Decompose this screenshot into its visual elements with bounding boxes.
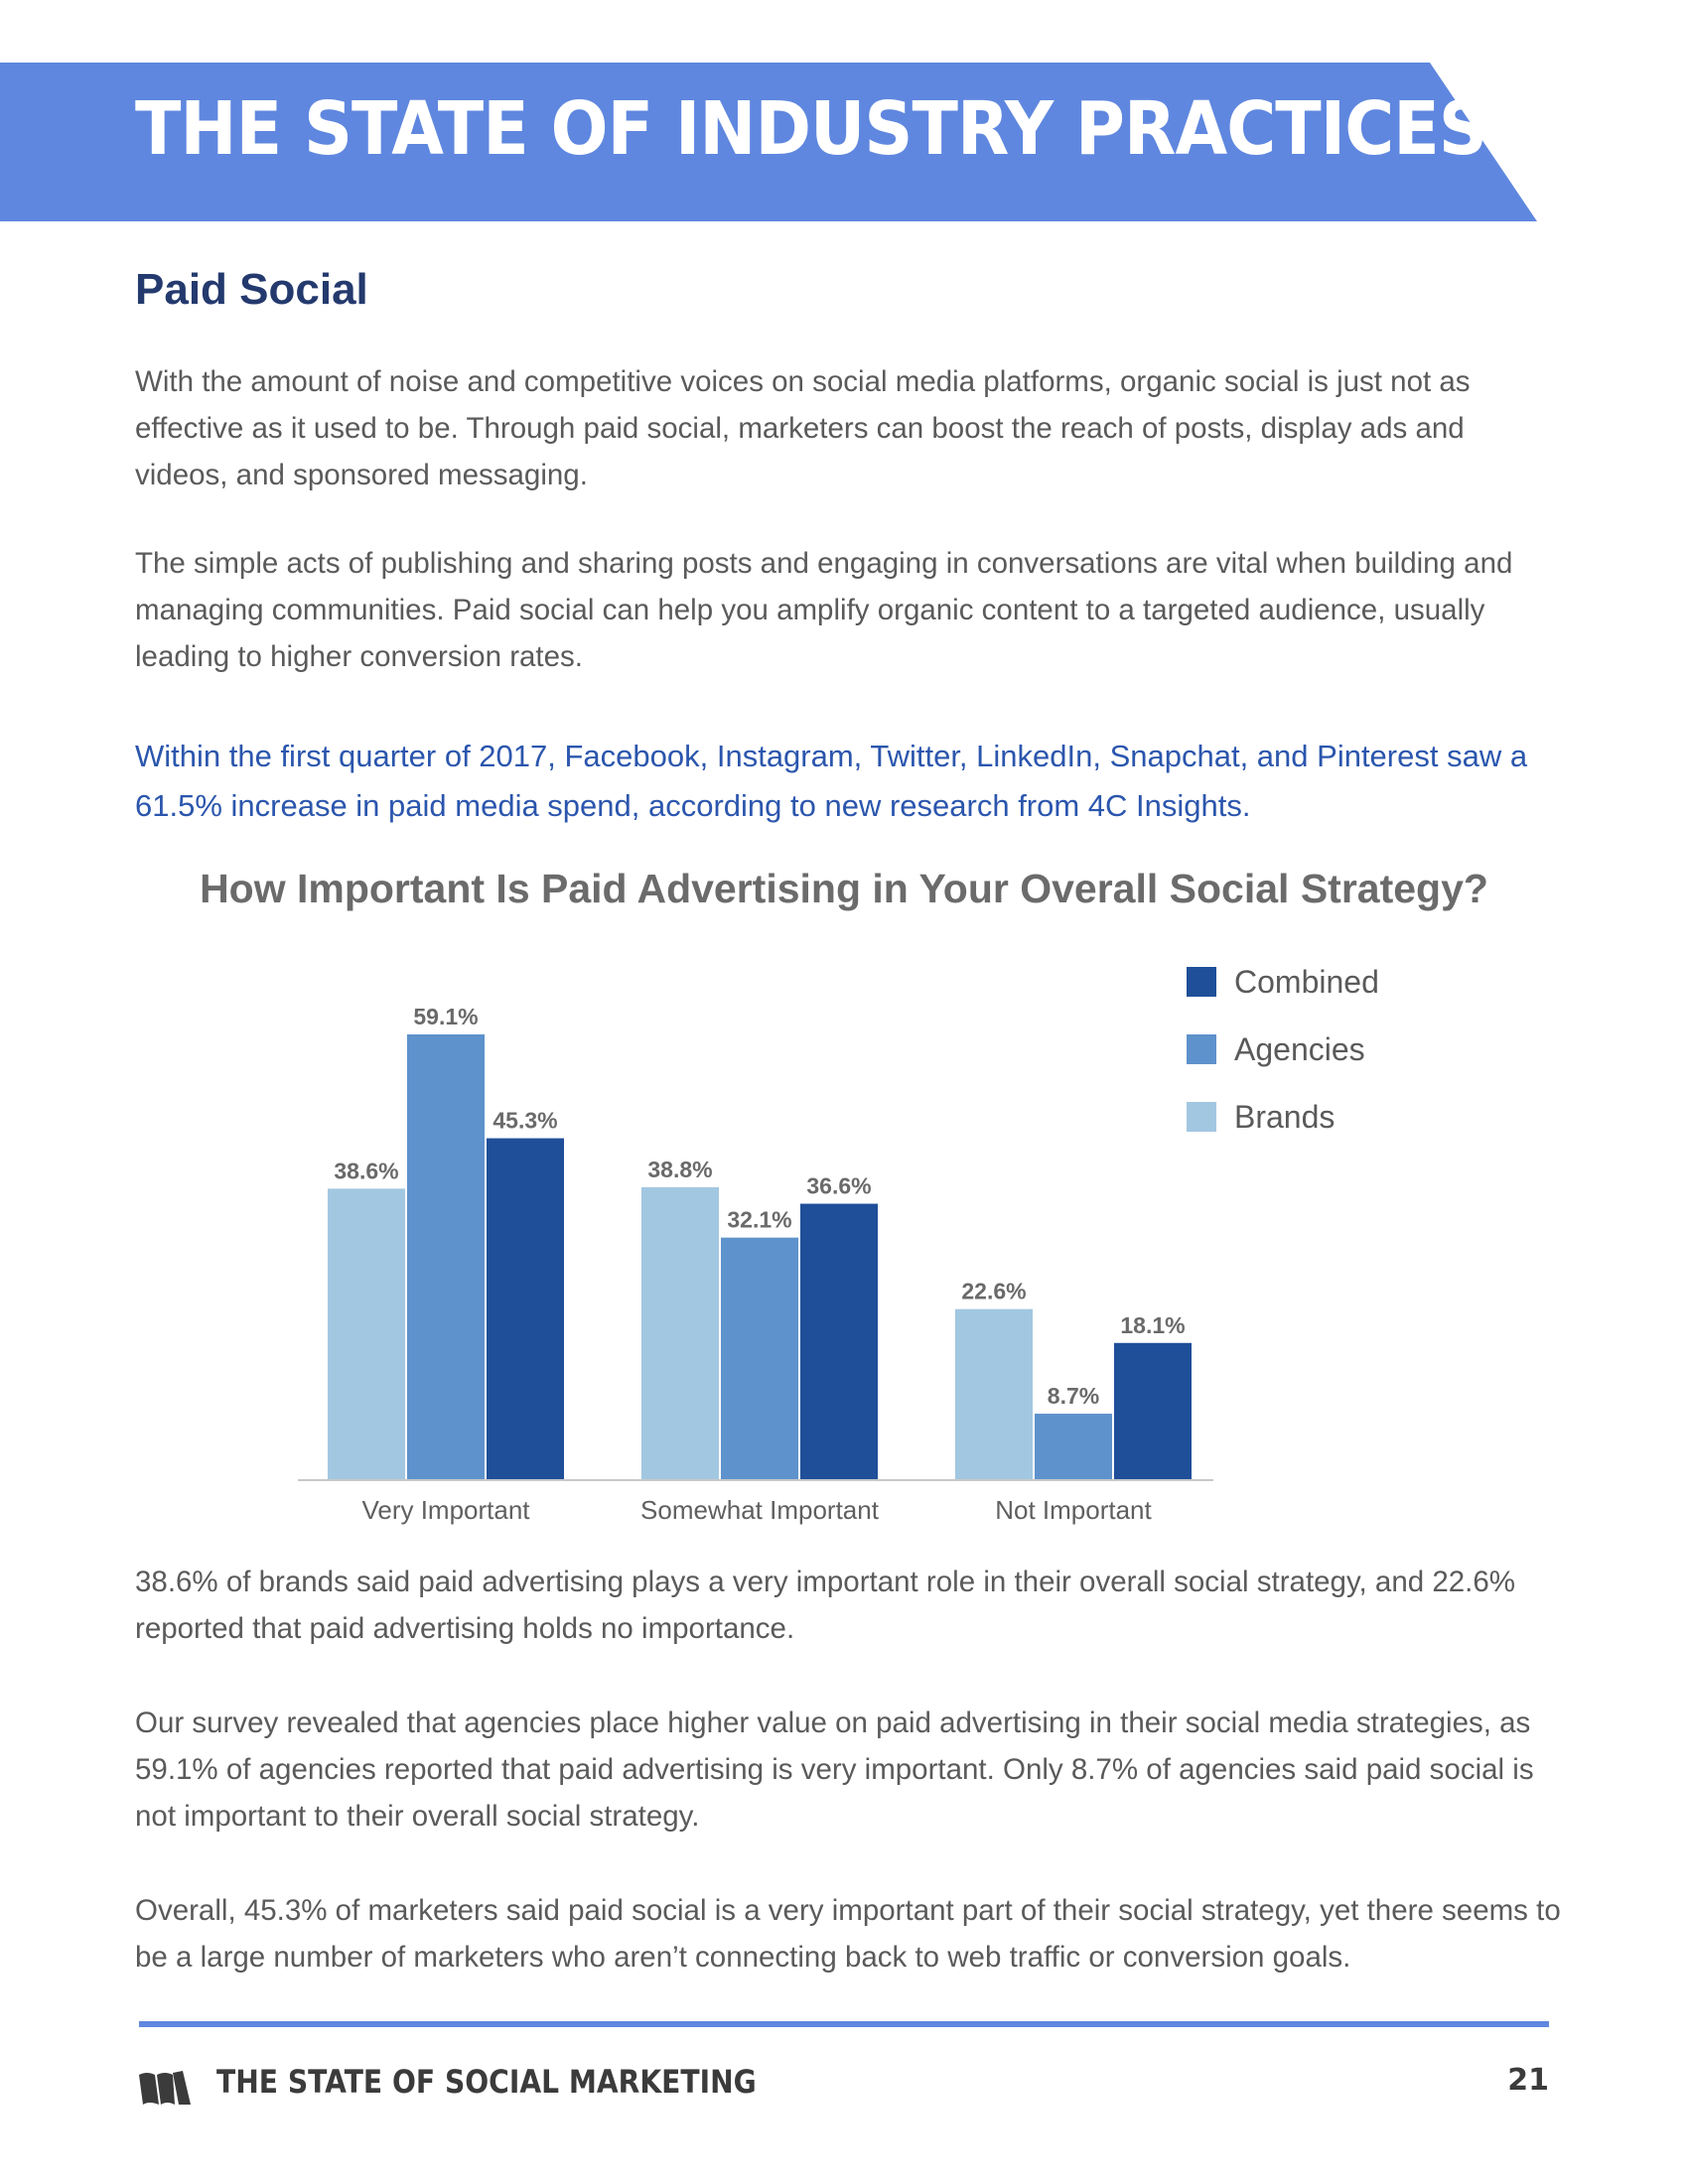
bar-brands — [955, 1309, 1033, 1479]
bar-agencies — [1035, 1414, 1112, 1479]
bar-agencies — [407, 1034, 485, 1479]
legend-label-agencies: Agencies — [1234, 1031, 1365, 1067]
page-number: 21 — [1507, 2063, 1549, 2098]
data-label: 38.8% — [647, 1156, 713, 1182]
bar-agencies — [721, 1238, 798, 1479]
x-tick-label: Very Important — [361, 1495, 530, 1525]
bar-brands — [641, 1187, 719, 1479]
bar-combined — [487, 1139, 564, 1479]
legend-swatch-combined — [1187, 967, 1216, 997]
bar-combined — [1114, 1343, 1192, 1479]
sprout-logo-icon — [139, 2071, 191, 2105]
data-label: 45.3% — [492, 1107, 558, 1134]
footer-title: THE STATE OF SOCIAL MARKETING — [216, 2063, 757, 2101]
data-label: 38.6% — [334, 1158, 399, 1184]
highlight-statement: Within the first quarter of 2017, Facebook, Instagram, Twitter, LinkedIn, Snapchat, and Pinterest saw a 61.5% increase in paid media spend, according to new research from 4C Insights. — [135, 739, 1528, 823]
data-label: 59.1% — [413, 1003, 479, 1029]
legend-swatch-agencies — [1187, 1034, 1216, 1064]
section-title: Paid Social — [135, 265, 368, 314]
chart-title: How Important Is Paid Advertising in Your Overall Social Strategy? — [200, 866, 1488, 911]
banner-title: THE STATE OF INDUSTRY PRACTICES — [135, 86, 1486, 172]
legend-label-combined: Combined — [1234, 964, 1379, 1000]
x-tick-label: Somewhat Important — [640, 1495, 879, 1525]
legend-swatch-brands — [1187, 1102, 1216, 1132]
footer-divider — [139, 2021, 1549, 2027]
intro-paragraph: With the amount of noise and competitive voices on social media platforms, organic social is just not as effective as it used to be. Through paid social, marketers can boost the reach of posts, display ads and videos, and sponsored messaging. — [135, 365, 1471, 491]
brands-paragraph: 38.6% of brands said paid advertising plays a very important role in their overall social strategy, and 22.6% reported that paid advertising holds no importance. — [135, 1566, 1515, 1645]
bar-combined — [800, 1204, 878, 1479]
bar-chart — [0, 933, 1688, 1559]
agencies-paragraph: Our survey revealed that agencies place higher value on paid advertising in their social media strategies, as 59.1% of agencies reported that paid advertising is very important. Only 8.7% of agencies said paid social is not important to their overall social strategy. — [135, 1706, 1534, 1833]
communities-paragraph: The simple acts of publishing and sharing posts and engaging in conversations are vital when building and managing communities. Paid social can help you amplify organic content to a targeted audience, usually leading to higher conversion rates. — [135, 547, 1513, 673]
overall-paragraph: Overall, 45.3% of marketers said paid social is a very important part of their social strategy, yet there seems to be a large number of marketers who aren’t connecting back to web traffic or conversion goals. — [135, 1894, 1561, 1974]
data-label: 18.1% — [1120, 1311, 1186, 1338]
data-label: 36.6% — [806, 1172, 872, 1199]
data-label: 32.1% — [727, 1206, 792, 1233]
x-tick-label: Not Important — [995, 1495, 1152, 1525]
bar-brands — [328, 1188, 405, 1479]
legend-label-brands: Brands — [1234, 1099, 1336, 1135]
data-label: 22.6% — [961, 1278, 1027, 1304]
data-label: 8.7% — [1047, 1383, 1100, 1410]
